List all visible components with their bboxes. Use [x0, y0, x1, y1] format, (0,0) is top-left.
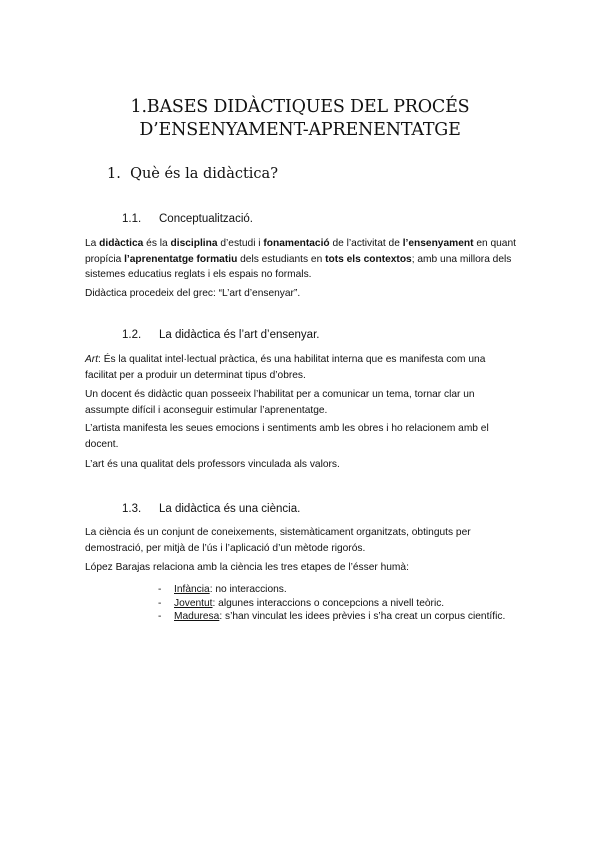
term-aprenentatge: l’aprenentatge formatiu — [124, 253, 238, 265]
term-contextos: tots els contextos — [325, 253, 412, 265]
subsection-title: La didàctica és una ciència. — [159, 503, 301, 515]
subsection-heading-1-2 — [122, 329, 319, 341]
stage-term: Maduresa — [174, 611, 220, 622]
paragraph-definition: La didàctica és la disciplina d’estudi i fonamentació de l’activitat de l’ensenyament en quant propícia l’aprenentatge formatiu dels estudiants en tots els contextos; amb una millora dels sistemes educatius reglats i els espais no formals. — [85, 238, 516, 280]
section-heading-1 — [107, 166, 278, 182]
stage-description: : no interaccions. — [209, 584, 287, 595]
document-title — [0, 96, 600, 142]
list-item — [158, 583, 518, 597]
subsection-title: Conceptualització. — [159, 213, 253, 225]
section-number: 1. — [107, 166, 121, 182]
list-item — [158, 610, 518, 624]
list-dash: - — [158, 611, 162, 622]
paragraph-art-valors: L’art és una qualitat dels professors vinculada als valors. — [85, 459, 340, 470]
term-didactica: didàctica — [99, 238, 144, 249]
paragraph-docent: Un docent és didàctic quan posseeix l’habilitat per a comunicar un tema, tornar clar un assumpte difícil i aconseguir estimular l’aprenentatge. — [85, 389, 475, 416]
term-art: Art — [85, 354, 99, 365]
stage-term: Infància — [174, 584, 210, 595]
list-dash: - — [158, 597, 162, 609]
title-line-1: 1.BASES DIDÀCTIQUES DEL PROCÉS — [130, 97, 470, 117]
section-title: Què és la didàctica? — [130, 166, 278, 182]
paragraph-etymology: Didàctica procedeix del grec: “L’art d’ensenyar”. — [85, 288, 301, 299]
term-fonamentacio: fonamentació — [263, 238, 330, 249]
stages-list — [158, 583, 518, 624]
list-item — [158, 597, 518, 611]
title-line-2: D’ENSENYAMENT-APRENENTATGE — [139, 120, 461, 140]
subsection-number: 1.1. — [122, 213, 142, 225]
subsection-number: 1.2. — [122, 329, 142, 341]
subsection-heading-1-1 — [122, 213, 253, 225]
list-dash: - — [158, 584, 162, 595]
paragraph-ciencia: La ciència és un conjunt de coneixements, sistemàticament organitzats, obtinguts per demostració, per mitjà de l’ús i l’aplicació d’un mètode rigorós. — [85, 527, 471, 554]
stage-description: : s’han vinculat les idees prèvies i s’ha creat un corpus científic. — [219, 611, 506, 622]
stage-description: : algunes interaccions o concepcions a nivell teòric. — [212, 597, 445, 609]
subsection-title: La didàctica és l’art d’ensenyar. — [159, 329, 320, 341]
subsection-number: 1.3. — [122, 503, 142, 515]
term-disciplina: disciplina — [170, 238, 218, 249]
term-ensenyament: l’ensenyament — [402, 238, 474, 249]
subsection-heading-1-3 — [122, 503, 300, 515]
paragraph-art-definition: Art: És la qualitat intel·lectual pràctica, és una habilitat interna que es manifesta com una facilitat per a produir un determinat tipus d’obres. — [85, 354, 486, 381]
stage-term: Joventut — [174, 597, 213, 609]
paragraph-lopez-barajas: López Barajas relaciona amb la ciència les tres etapes de l’ésser humà: — [85, 562, 409, 573]
paragraph-artista: L’artista manifesta les seues emocions i sentiments amb les obres i ho relacionem amb el docent. — [85, 423, 489, 450]
